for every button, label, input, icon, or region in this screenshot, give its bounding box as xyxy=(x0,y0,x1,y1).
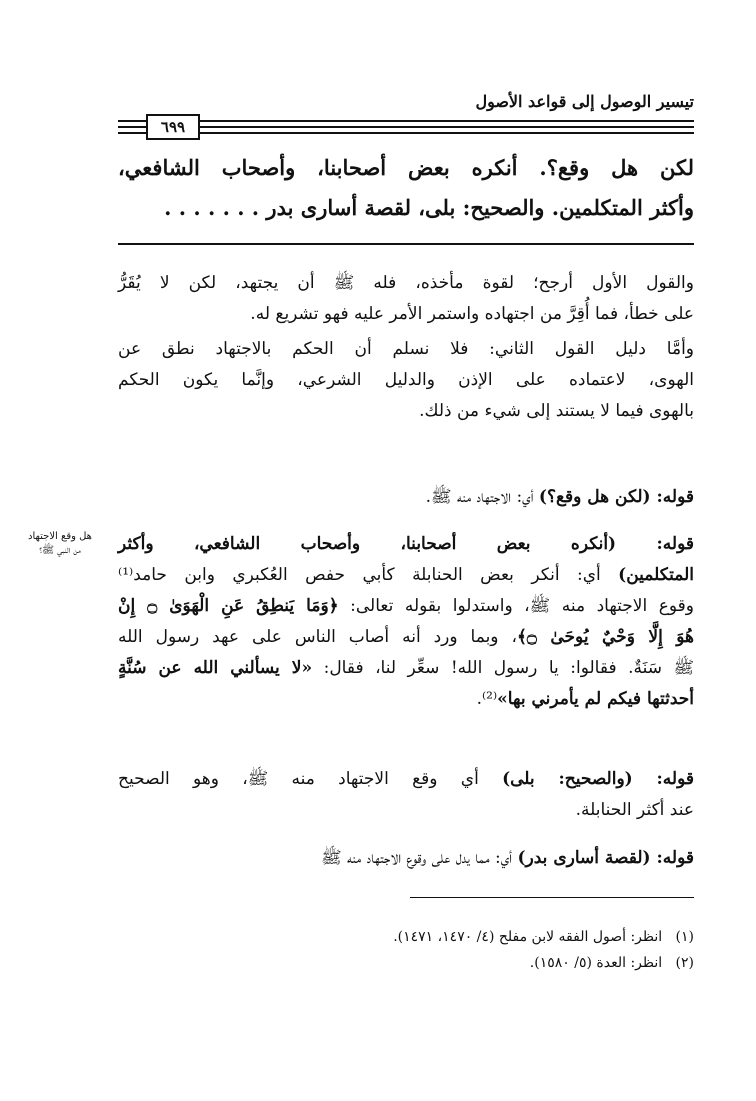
commentary-text: أي: مما يدل على وقوع الاجتهاد منه ﷺ xyxy=(321,848,518,868)
commentary-text: أي وقع الاجتهاد منه ﷺ، وهو الصحيح xyxy=(118,769,503,789)
page-number: ٦٩٩ xyxy=(146,114,200,140)
text-line xyxy=(118,529,694,560)
paragraph-1 xyxy=(118,268,694,330)
footnote xyxy=(118,924,694,950)
quoted-matn: (والصحيح: بلى) xyxy=(502,769,633,789)
paragraph-6 xyxy=(118,843,694,874)
commentary-text: ﷺ سَنَةٌ. فقالوا: يا رسول الله! سعِّر لنا، فقال: xyxy=(312,658,694,678)
text-line xyxy=(118,653,694,684)
qawluhu-label: قوله: xyxy=(650,487,694,507)
text-line xyxy=(118,843,694,874)
margin-heading xyxy=(10,530,110,558)
text-line xyxy=(118,591,694,622)
qawluhu-label: قوله: xyxy=(632,769,694,789)
hadith-text: «لا يسألني الله عن سُنَّةٍ xyxy=(118,658,313,678)
quoted-matn: (أنكره بعض أصحابنا، وأصحاب الشافعي، وأكثر xyxy=(118,534,617,554)
text-line: وأمَّا دليل القول الثاني: فلا نسلم أن الحكم بالاجتهاد نطق عن xyxy=(118,339,694,359)
header-rule xyxy=(118,116,694,138)
footnotes xyxy=(118,924,694,976)
footnote-number: (١) xyxy=(675,929,694,945)
margin-heading-line: هل وقع الاجتهاد xyxy=(28,531,92,542)
paragraph-5 xyxy=(118,764,694,826)
footnote xyxy=(118,950,694,976)
text-line xyxy=(118,622,694,653)
commentary-text: أي: الاجتهاد منه ﷺ. xyxy=(425,487,539,507)
text-line xyxy=(118,482,694,513)
commentary-text: ، وبما ورد أنه أصاب الناس على عهد رسول الله xyxy=(118,627,517,647)
text-line xyxy=(118,764,694,795)
footnote-separator xyxy=(410,897,694,898)
margin-heading-line: من النبي ﷺ؟ xyxy=(39,545,81,556)
matn-separator xyxy=(118,243,694,245)
matn-line: لكن هل وقع؟. أنكره بعض أصحابنا، وأصحاب الشافعي، xyxy=(118,155,694,180)
text-line: الهوى، لاعتماده على الإذن والدليل الشرعي، وإنَّما يكون الحكم xyxy=(118,370,694,390)
quoted-matn: المتكلمين) xyxy=(618,565,694,585)
paragraph-2 xyxy=(118,334,694,427)
matn-text xyxy=(118,148,694,228)
quoted-matn: (لقصة أسارى بدر) xyxy=(517,848,651,868)
qawluhu-label: قوله: xyxy=(650,848,694,868)
quran-verse: هُوَ إِلَّا وَحْيٌ يُوحَىٰ ۝﴾ xyxy=(516,627,695,647)
text-line xyxy=(118,560,694,591)
text-line: على خطأ، فما أُقِرَّ من اجتهاده واستمر الأمر عليه فهو تشريع له. xyxy=(250,304,694,324)
hadith-text: أحدثتها فيكم لم يأمرني بها» xyxy=(497,689,694,709)
paragraph-4 xyxy=(118,529,694,715)
text-line: بالهوى فيما لا يستند إلى شيء من ذلك. xyxy=(419,401,694,421)
quran-verse: ﴿وَمَا يَنطِقُ عَنِ الْهَوَىٰ ۝ إِنْ xyxy=(118,596,339,616)
text-line: والقول الأول أرجح؛ لقوة مأخذه، فله ﷺ أن يجتهد، لكن لا يُقَرُّ xyxy=(118,273,694,293)
footnote-number: (٢) xyxy=(675,955,694,971)
text-line: عند أكثر الحنابلة. xyxy=(575,800,694,820)
commentary-text: أي: أنكر بعض الحنابلة كأبي حفص العُكبري وابن حامد⁽¹⁾ xyxy=(118,565,619,585)
running-header-title: تيسير الوصول إلى قواعد الأصول xyxy=(475,92,694,111)
footnote-text: انظر: أصول الفقه لابن مفلح (٤/ ١٤٧٠، ١٤٧١). xyxy=(393,929,663,945)
paragraph-3 xyxy=(118,482,694,513)
quoted-matn: (لكن هل وقع؟) xyxy=(538,487,651,507)
commentary-text: وقوع الاجتهاد منه ﷺ، واستدلوا بقوله تعالى: xyxy=(338,596,694,616)
qawluhu-label: قوله: xyxy=(616,534,694,554)
matn-line: وأكثر المتكلمين. والصحيح: بلى، لقصة أسارى بدر . . . . . . . xyxy=(164,195,694,220)
footnote-reference: ⁽²⁾. xyxy=(476,689,498,709)
footnote-text: انظر: العدة (٥/ ١٥٨٠). xyxy=(529,955,663,971)
text-line xyxy=(118,684,694,715)
